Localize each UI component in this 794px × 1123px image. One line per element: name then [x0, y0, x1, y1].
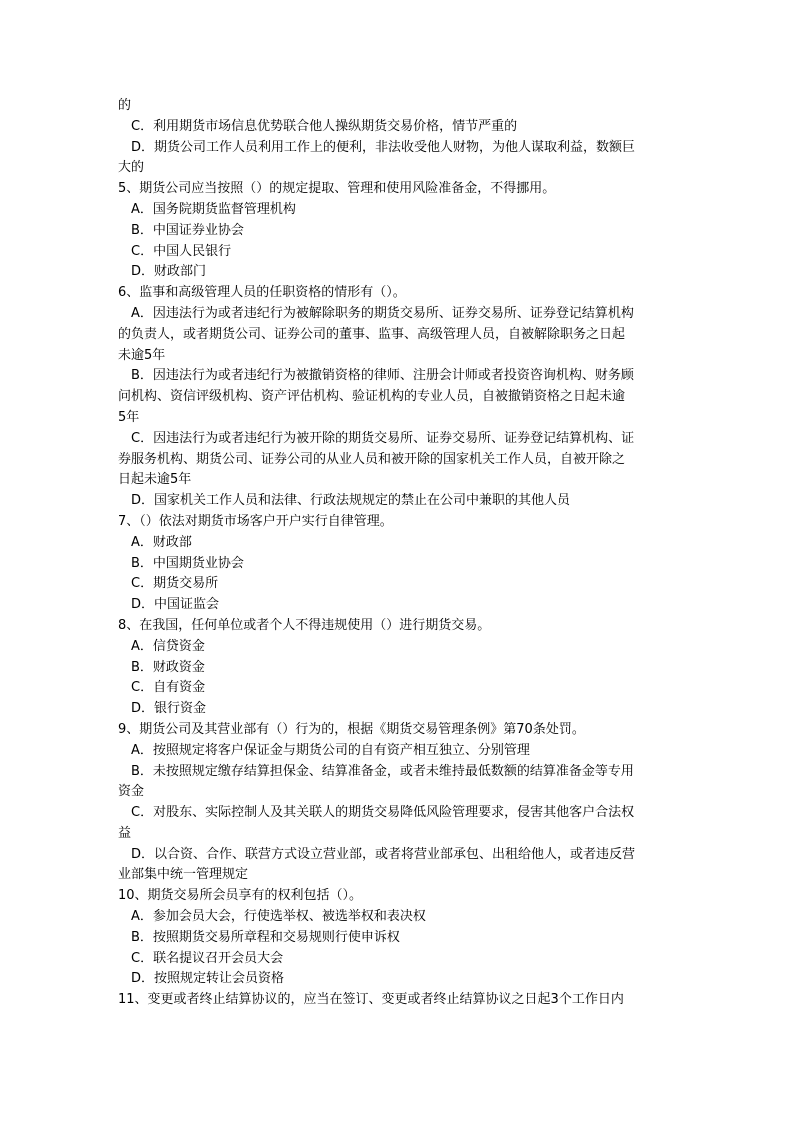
text-line: 6、监事和高级管理人员的任职资格的情形有（）。: [118, 285, 406, 301]
option-line: A．信贷资金: [131, 638, 205, 654]
option-line: D．以合资、合作、联营方式设立营业部，或者将营业部承包、出租给他人，或者违反营: [131, 846, 636, 862]
option-line: C．对股东、实际控制人及其关联人的期货交易降低风险管理要求，侵害其他客户合法权: [131, 805, 635, 821]
option-line: A．国务院期货监督管理机构: [131, 201, 296, 217]
text-line: 9、期货公司及其营业部有（）行为的，根据《期货交易管理条例》第70条处罚。: [118, 721, 585, 737]
option-line: D．中国证监会: [131, 597, 220, 613]
option-line: B．因违法行为或者违纪行为被撤销资格的律师、注册会计师或者投资咨询机构、财务顾: [131, 368, 634, 384]
option-line: C．联名提议召开会员大会: [131, 950, 284, 966]
text-line: 8、在我国，任何单位或者个人不得违规使用（）进行期货交易。: [118, 617, 491, 633]
option-line: A．财政部: [131, 534, 192, 550]
option-line: C．因违法行为或者违纪行为被开除的期货交易所、证券交易所、证券登记结算机构、证: [131, 430, 635, 446]
text-line: 益: [118, 825, 132, 841]
text-line: 10、期货交易所会员享有的权利包括（）。: [118, 888, 363, 904]
text-line: 的: [118, 98, 132, 113]
option-line: D．按照规定转让会员资格: [131, 971, 285, 987]
text-line: 问机构、资信评级机构、资产评估机构、验证机构的专业人员，自被撤销资格之日起未逾: [118, 389, 626, 405]
document-body: [118, 96, 678, 1011]
text-line: 的负责人，或者期货公司、证券公司的董事、监事、高级管理人员，自被解除职务之日起: [118, 326, 626, 342]
option-line: C．期货交易所: [131, 576, 219, 592]
option-line: B．财政资金: [131, 659, 205, 675]
option-line: B．未按照规定缴存结算担保金、结算准备金，或者未维持最低数额的结算准备金等专用: [131, 763, 634, 779]
option-line: C．利用期货市场信息优势联合他人操纵期货交易价格，情节严重的: [131, 118, 518, 134]
text-line: 未逾5年: [118, 347, 166, 363]
text-line: 11、变更或者终止结算协议的，应当在签订、变更或者终止结算协议之日起3个工作日内: [118, 992, 624, 1008]
option-line: A．按照规定将客户保证金与期货公司的自有资产相互独立、分别管理: [131, 742, 530, 758]
option-line: D．期货公司工作人员利用工作上的便利，非法收受他人财物，为他人谋取利益，数额巨: [131, 139, 636, 155]
option-line: C．中国人民银行: [131, 243, 232, 259]
text-line: 券服务机构、期货公司、证券公司的从业人员和被开除的国家机关工作人员，自被开除之: [118, 451, 626, 467]
text-line: 5、期货公司应当按照（）的规定提取、管理和使用风险准备金，不得挪用。: [118, 181, 556, 197]
text-line: 资金: [118, 784, 145, 800]
option-line: D．银行资金: [131, 701, 207, 717]
option-line: B．中国期货业协会: [131, 555, 244, 571]
option-line: D．国家机关工作人员和法律、行政法规规定的禁止在公司中兼职的其他人员: [131, 493, 571, 509]
text-line: 5年: [118, 409, 140, 425]
text-line: 7、（）依法对期货市场客户开户实行自律管理。: [118, 513, 393, 529]
option-line: A．因违法行为或者违纪行为被解除职务的期货交易所、证券交易所、证券登记结算机构: [131, 305, 634, 321]
option-line: D．财政部门: [131, 264, 207, 280]
text-line: 业部集中统一管理规定: [118, 867, 249, 883]
option-line: A．参加会员大会，行使选举权、被选举权和表决权: [131, 909, 426, 925]
option-line: B．中国证券业协会: [131, 222, 244, 238]
option-line: B．按照期货交易所章程和交易规则行使申诉权: [131, 929, 400, 945]
text-line: 大的: [118, 160, 145, 176]
text-line: 日起未逾5年: [118, 472, 192, 488]
option-line: C．自有资金: [131, 680, 206, 696]
